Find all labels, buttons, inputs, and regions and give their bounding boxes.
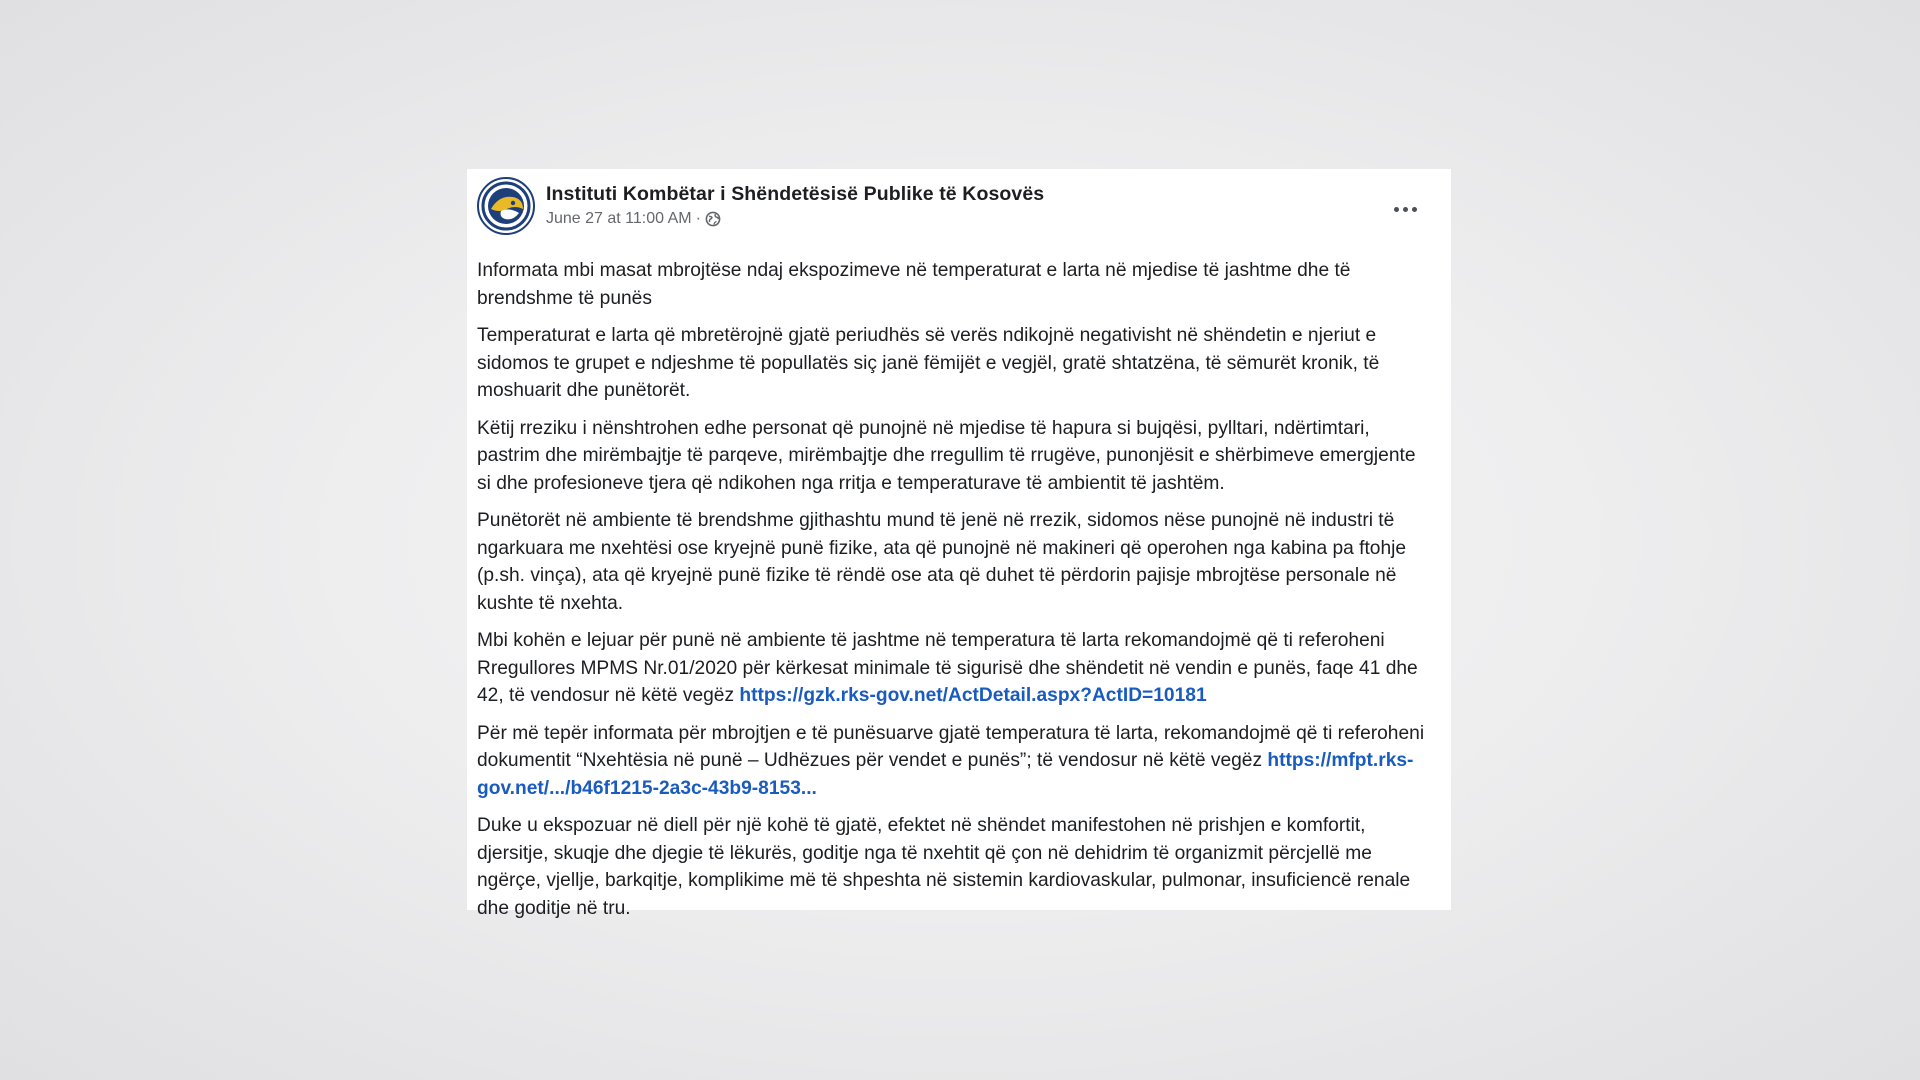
post-paragraph	[477, 720, 1433, 803]
post-header-text	[546, 181, 1044, 230]
page-name-link[interactable]: Instituti Kombëtar i Shëndetësisë Publike të Kosovës	[546, 183, 1045, 205]
post-paragraph: Këtij rreziku i nënshtrohen edhe personat që punojnë në mjedise të hapura si bujqësi, pylltari, ndërtimtari, pastrim dhe mirëmbajtje të parqeve, mirëmbajtje dhe rregullim të rrugëve, punonjësit e shërbimeve emergjente si dhe profesioneve tjera që ndikohen nga rritja e temperaturave të ambientit të jashtëm.	[477, 417, 1416, 494]
meta-separator: ·	[695, 210, 701, 227]
regulation-link[interactable]: https://gzk.rks-gov.net/ActDetail.aspx?ActID=10181	[739, 685, 1207, 706]
post-body	[477, 257, 1441, 922]
paragraph-text: Për më tepër informata për mbrojtjen e të punësuarve gjatë temperatura të larta, rekomandojmë që ti referoheni dokumentit “Nxehtësia në punë – Udhëzues për vendet e punës”; të vendosur në këtë vegëz	[477, 722, 1425, 771]
institute-logo-icon	[479, 179, 533, 233]
post-timestamp[interactable]: June 27 at 11:00 AM	[546, 210, 692, 227]
post-paragraph: Temperaturat e larta që mbretërojnë gjatë periudhës së verës ndikojnë negativisht në shëndetin e njeriut e sidomos te grupet e ndjeshme të popullatës siç janë fëmijët e vegjël, gratë shtatzëna, të sëmurët kronik, të moshuarit dhe punëtorët.	[477, 325, 1380, 401]
paragraph-text: Mbi kohën e lejuar për punë në ambiente të jashtme në temperatura të larta rekomandojmë që ti referoheni Rregullores MPMS Nr.01/2020 për kërkesat minimale të sigurisë dhe shëndetit në vendin e punës, faqe 41 dhe 42, të vendosur në këtë vegëz	[477, 630, 1418, 706]
post-meta	[546, 208, 1044, 230]
more-options-icon[interactable]	[1385, 191, 1425, 227]
globe-icon[interactable]	[705, 211, 721, 227]
post-paragraph: Informata mbi masat mbrojtëse ndaj ekspozimeve në temperaturat e larta në mjedise të jashtme dhe të brendshme të punës	[477, 260, 1351, 309]
post-paragraph: Duke u ekspozuar në diell për një kohë të gjatë, efektet në shëndet manifestohen në prishjen e komfortit, djersitje, skuqje dhe djegie të lëkurës, goditje nga të nxehtit që çon në dehidrim të organizmit përcjellë me ngërçe, vjellje, barkqitje, komplikime më të shpeshta në sistemin kardiovaskular, pulmonar, insuficiencë renale dhe goditje në tru.	[477, 815, 1411, 919]
post-header	[477, 177, 1441, 239]
post-paragraph: Punëtorët në ambiente të brendshme gjithashtu mund të jenë në rrezik, sidomos nëse punojnë në industri të ngarkuara me nxehtësi ose kryejnë punë fizike, ata që punojnë në makineri që operohen nga kabina pa ftohje (p.sh. vinça), ata që kryejnë punë fizike të rëndë ose ata që duhet të përdorin pajisje mbrojtëse personale në kushte të nxehta.	[477, 510, 1407, 614]
facebook-post-card	[467, 169, 1451, 919]
page-avatar[interactable]	[477, 177, 535, 235]
post-paragraph	[477, 627, 1433, 710]
guide-document-link[interactable]: https://mfpt.rks-gov.net/.../b46f1215-2a3c-43b9-8153...	[477, 750, 1414, 799]
